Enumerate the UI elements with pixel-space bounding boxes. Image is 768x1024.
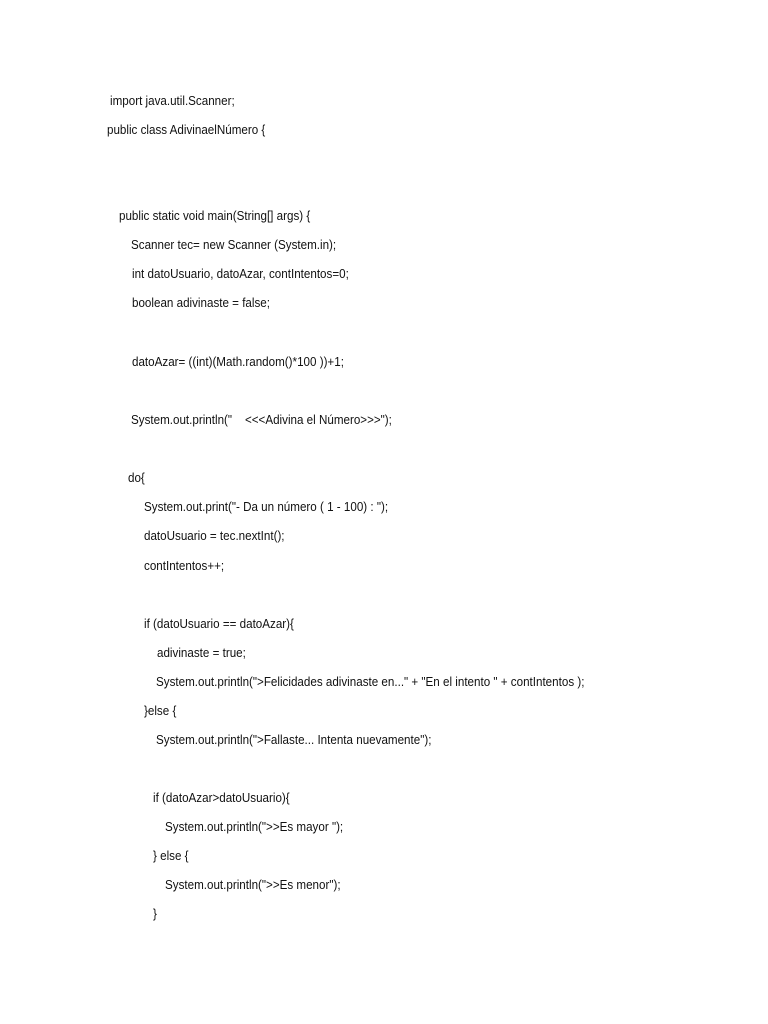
code-line-set-adivinaste: adivinaste = true;	[157, 646, 246, 660]
code-line-main-method: public static void main(String[] args) {	[119, 209, 311, 223]
code-line-menor-println: System.out.println(">>Es menor");	[165, 878, 341, 892]
code-line-title-println: System.out.println(" <<<Adivina el Número>>>");	[131, 413, 392, 427]
code-line-closing-brace: }	[153, 907, 157, 921]
code-line-import: import java.util.Scanner;	[110, 94, 235, 108]
code-line-else: }else {	[144, 704, 177, 718]
code-line-inner-else: } else {	[153, 849, 189, 863]
code-line-if-greater: if (datoAzar>datoUsuario){	[153, 791, 290, 805]
code-line-int-declaration: int datoUsuario, datoAzar, contIntentos=0;	[132, 267, 349, 281]
code-line-do: do{	[128, 471, 145, 485]
code-line-success-println: System.out.println(">Felicidades adivinaste en..." + "En el intento " + contIntentos );	[156, 675, 585, 689]
code-line-class-declaration: public class AdivinaelNúmero {	[107, 123, 266, 137]
code-line-if-equal: if (datoUsuario == datoAzar){	[144, 617, 294, 631]
code-line-read-input: datoUsuario = tec.nextInt();	[144, 529, 285, 543]
code-line-fail-println: System.out.println(">Fallaste... Intenta nuevamente");	[156, 733, 432, 747]
code-line-increment: contIntentos++;	[144, 559, 225, 573]
code-line-scanner: Scanner tec= new Scanner (System.in);	[131, 238, 337, 252]
code-line-random-assignment: datoAzar= ((int)(Math.random()*100 ))+1;	[132, 355, 344, 369]
code-line-mayor-println: System.out.println(">>Es mayor ");	[165, 820, 344, 834]
code-line-boolean-declaration: boolean adivinaste = false;	[132, 296, 270, 310]
code-line-prompt-print: System.out.print("- Da un número ( 1 - 100) : ");	[144, 500, 389, 514]
